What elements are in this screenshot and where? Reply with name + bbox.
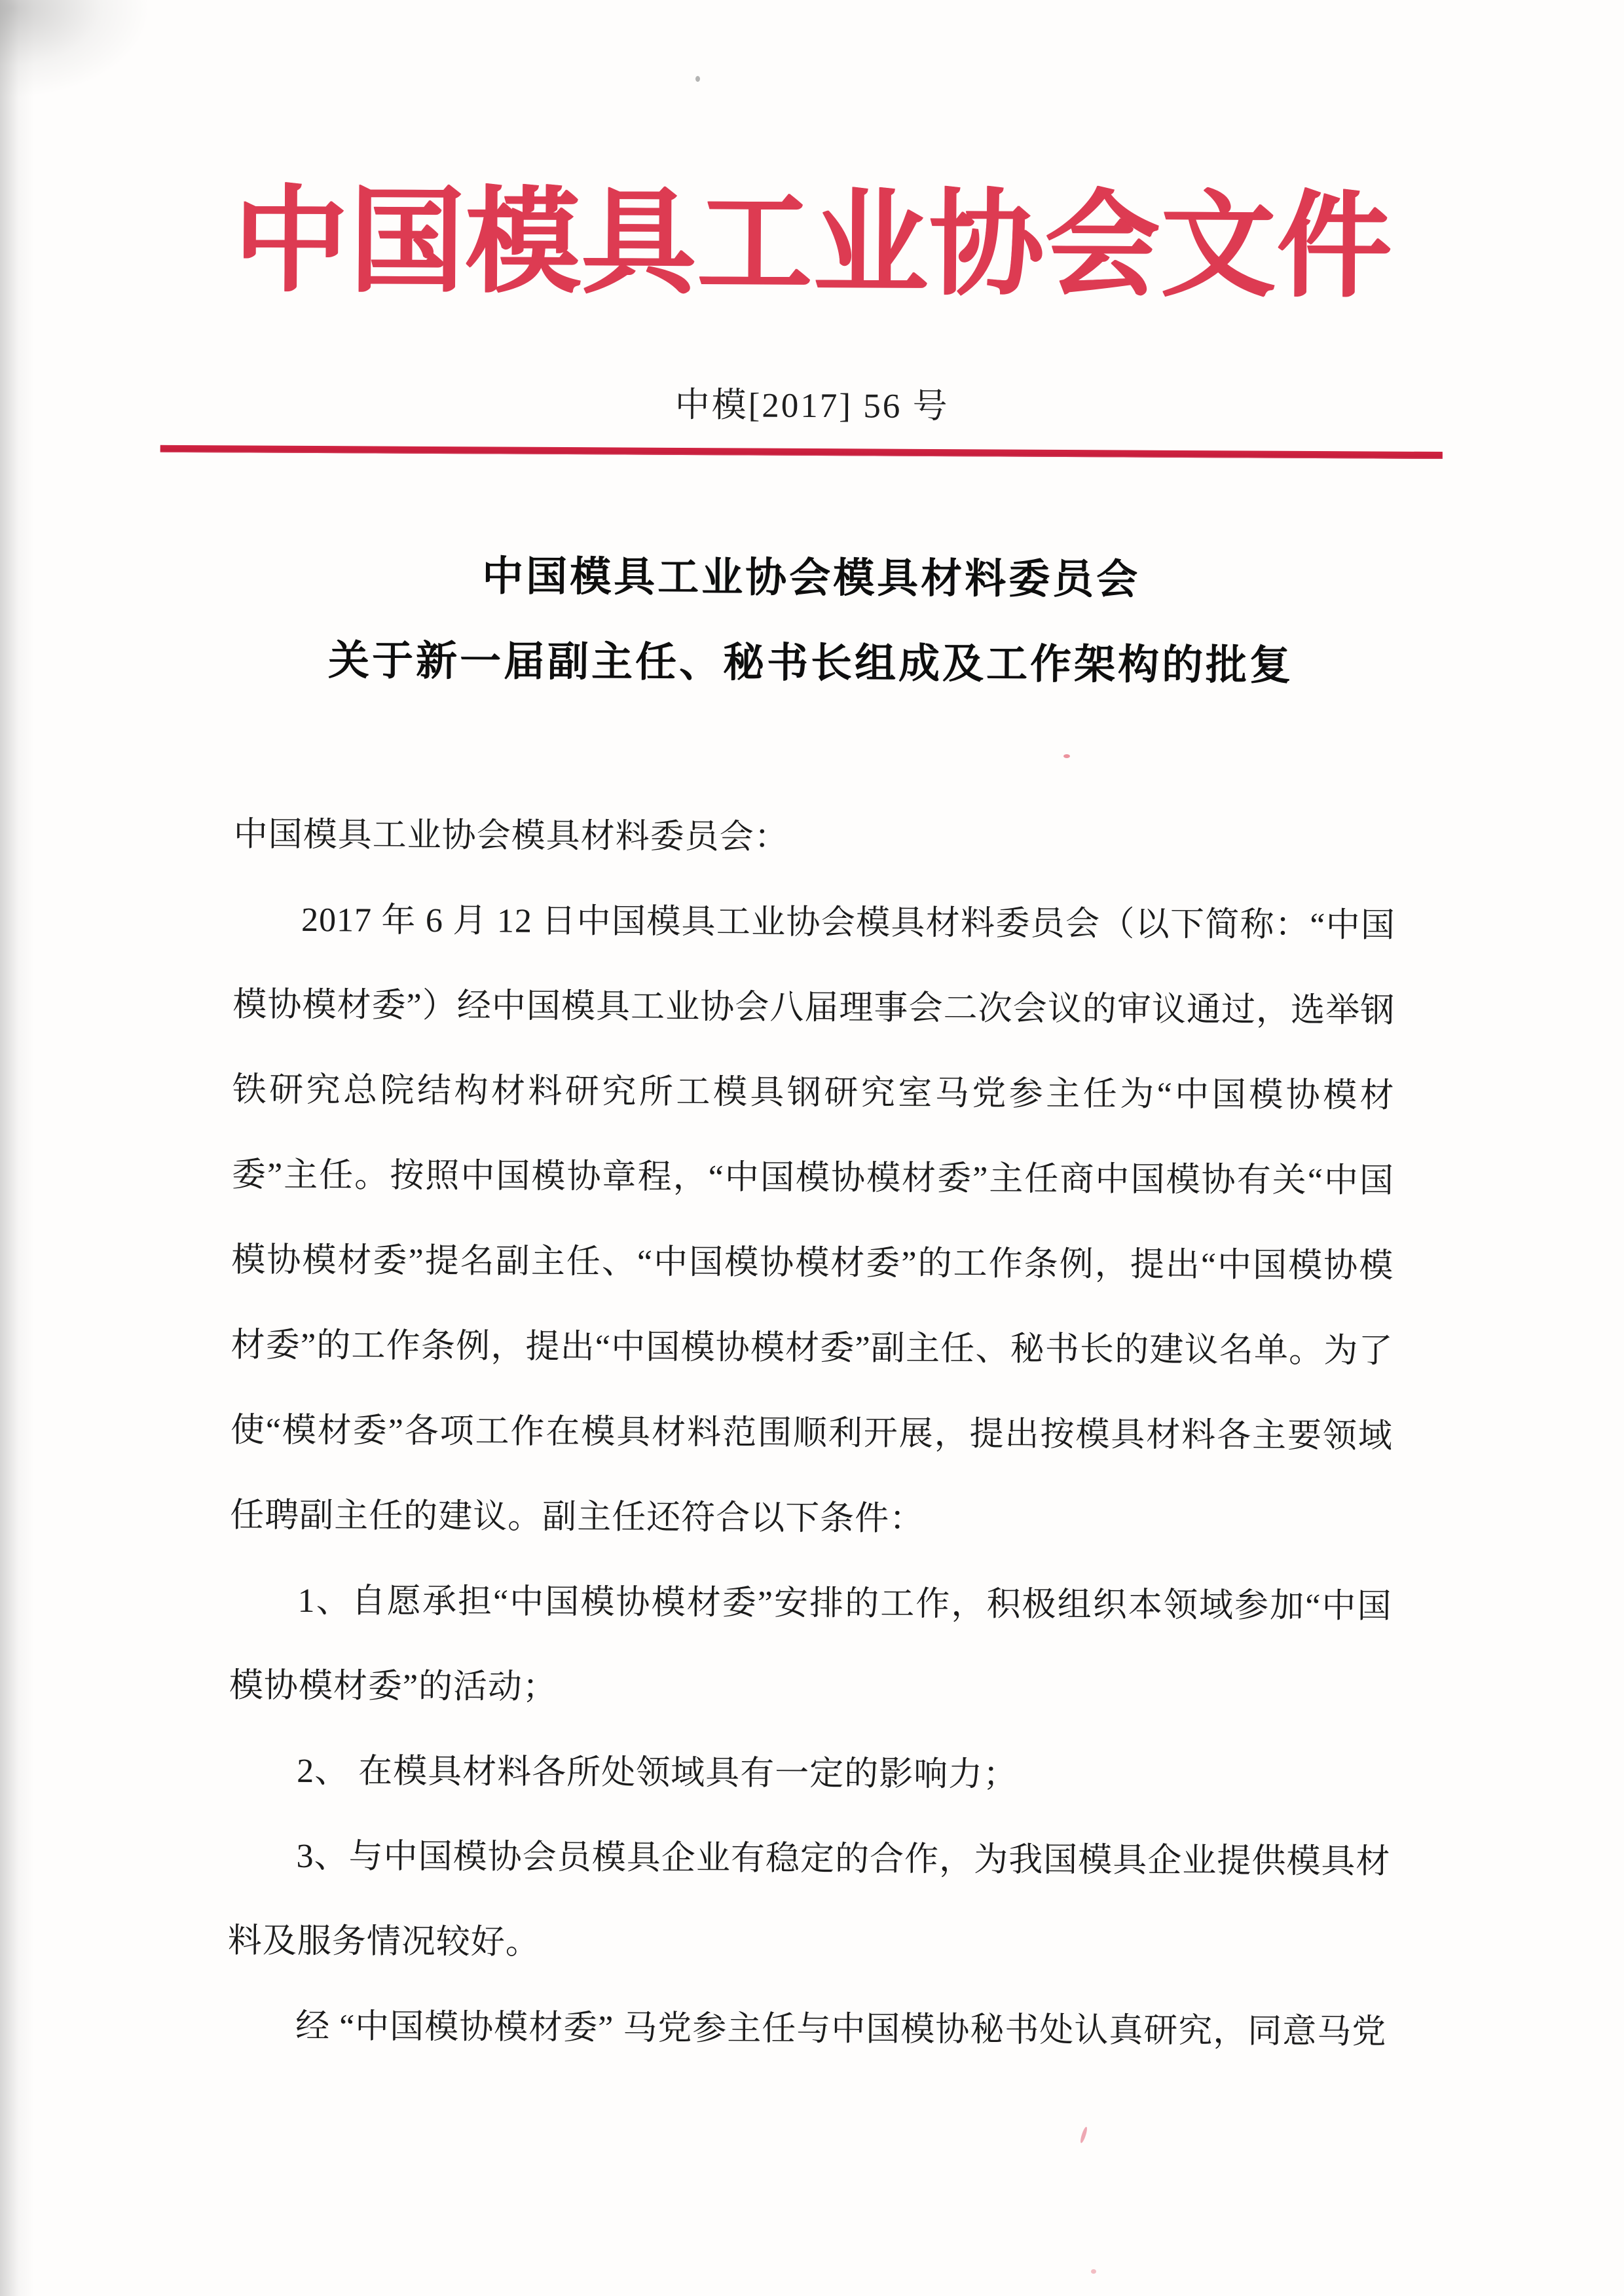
document-title-line2: 关于新一届副主任、秘书长组成及工作架构的批复: [327, 638, 1294, 689]
body-paragraph-item-2: 2、 在模具材料各所处领域具有一定的影响力；: [297, 1752, 1018, 1794]
body-paragraph-item-3: 3、与中国模协会员模具企业有稳定的合作，为我国模具企业提供模具材料及服务情况较好。: [227, 1837, 1391, 1961]
document-body: [227, 792, 1396, 2075]
salutation-line: 中国模具工业协会模具材料委员会：: [233, 816, 789, 856]
red-header-org-title: 中国模具工业协会文件: [232, 177, 1393, 311]
document-number: 中模[2017] 56 号: [674, 386, 950, 426]
body-paragraph: 2017 年 6 月 12 日中国模具工业协会模具材料委员会（以下简称：“中国模协模材委”）经中国模具工业协会八届理事会二次会议的审议通过，选举钢铁研究总院结构材料研究所工模具钢研究室马党参主任为“中国模协模材委”主任。按照中国模协章程，“中国模协模材委”主任商中国模协有关“中国模协模材委”提名副主任、“中国模协模材委”的工作条例，提出“中国模协模材委”的工作条例，提出“中国模协模材委”副主任、秘书长的建议名单。为了使“模材委”各项工作在模具材料范围顺利开展，提出按模具材料各主要领域任聘副主任的建议。副主任还符合以下条件：: [230, 901, 1396, 1538]
document-title: [0, 532, 1623, 710]
body-paragraph-closing: 经 “中国模协模材委” 马党参主任与中国模协秘书处认真研究，同意马党: [295, 2007, 1387, 2051]
body-paragraph-item-1: 1、自愿承担“中国模协模材委”安排的工作，积极组织本领域参加“中国模协模材委”的活动；: [229, 1582, 1392, 1706]
document-title-line1: 中国模具工业协会模具材料委员会: [482, 553, 1141, 603]
red-divider-rule: [160, 445, 1443, 459]
